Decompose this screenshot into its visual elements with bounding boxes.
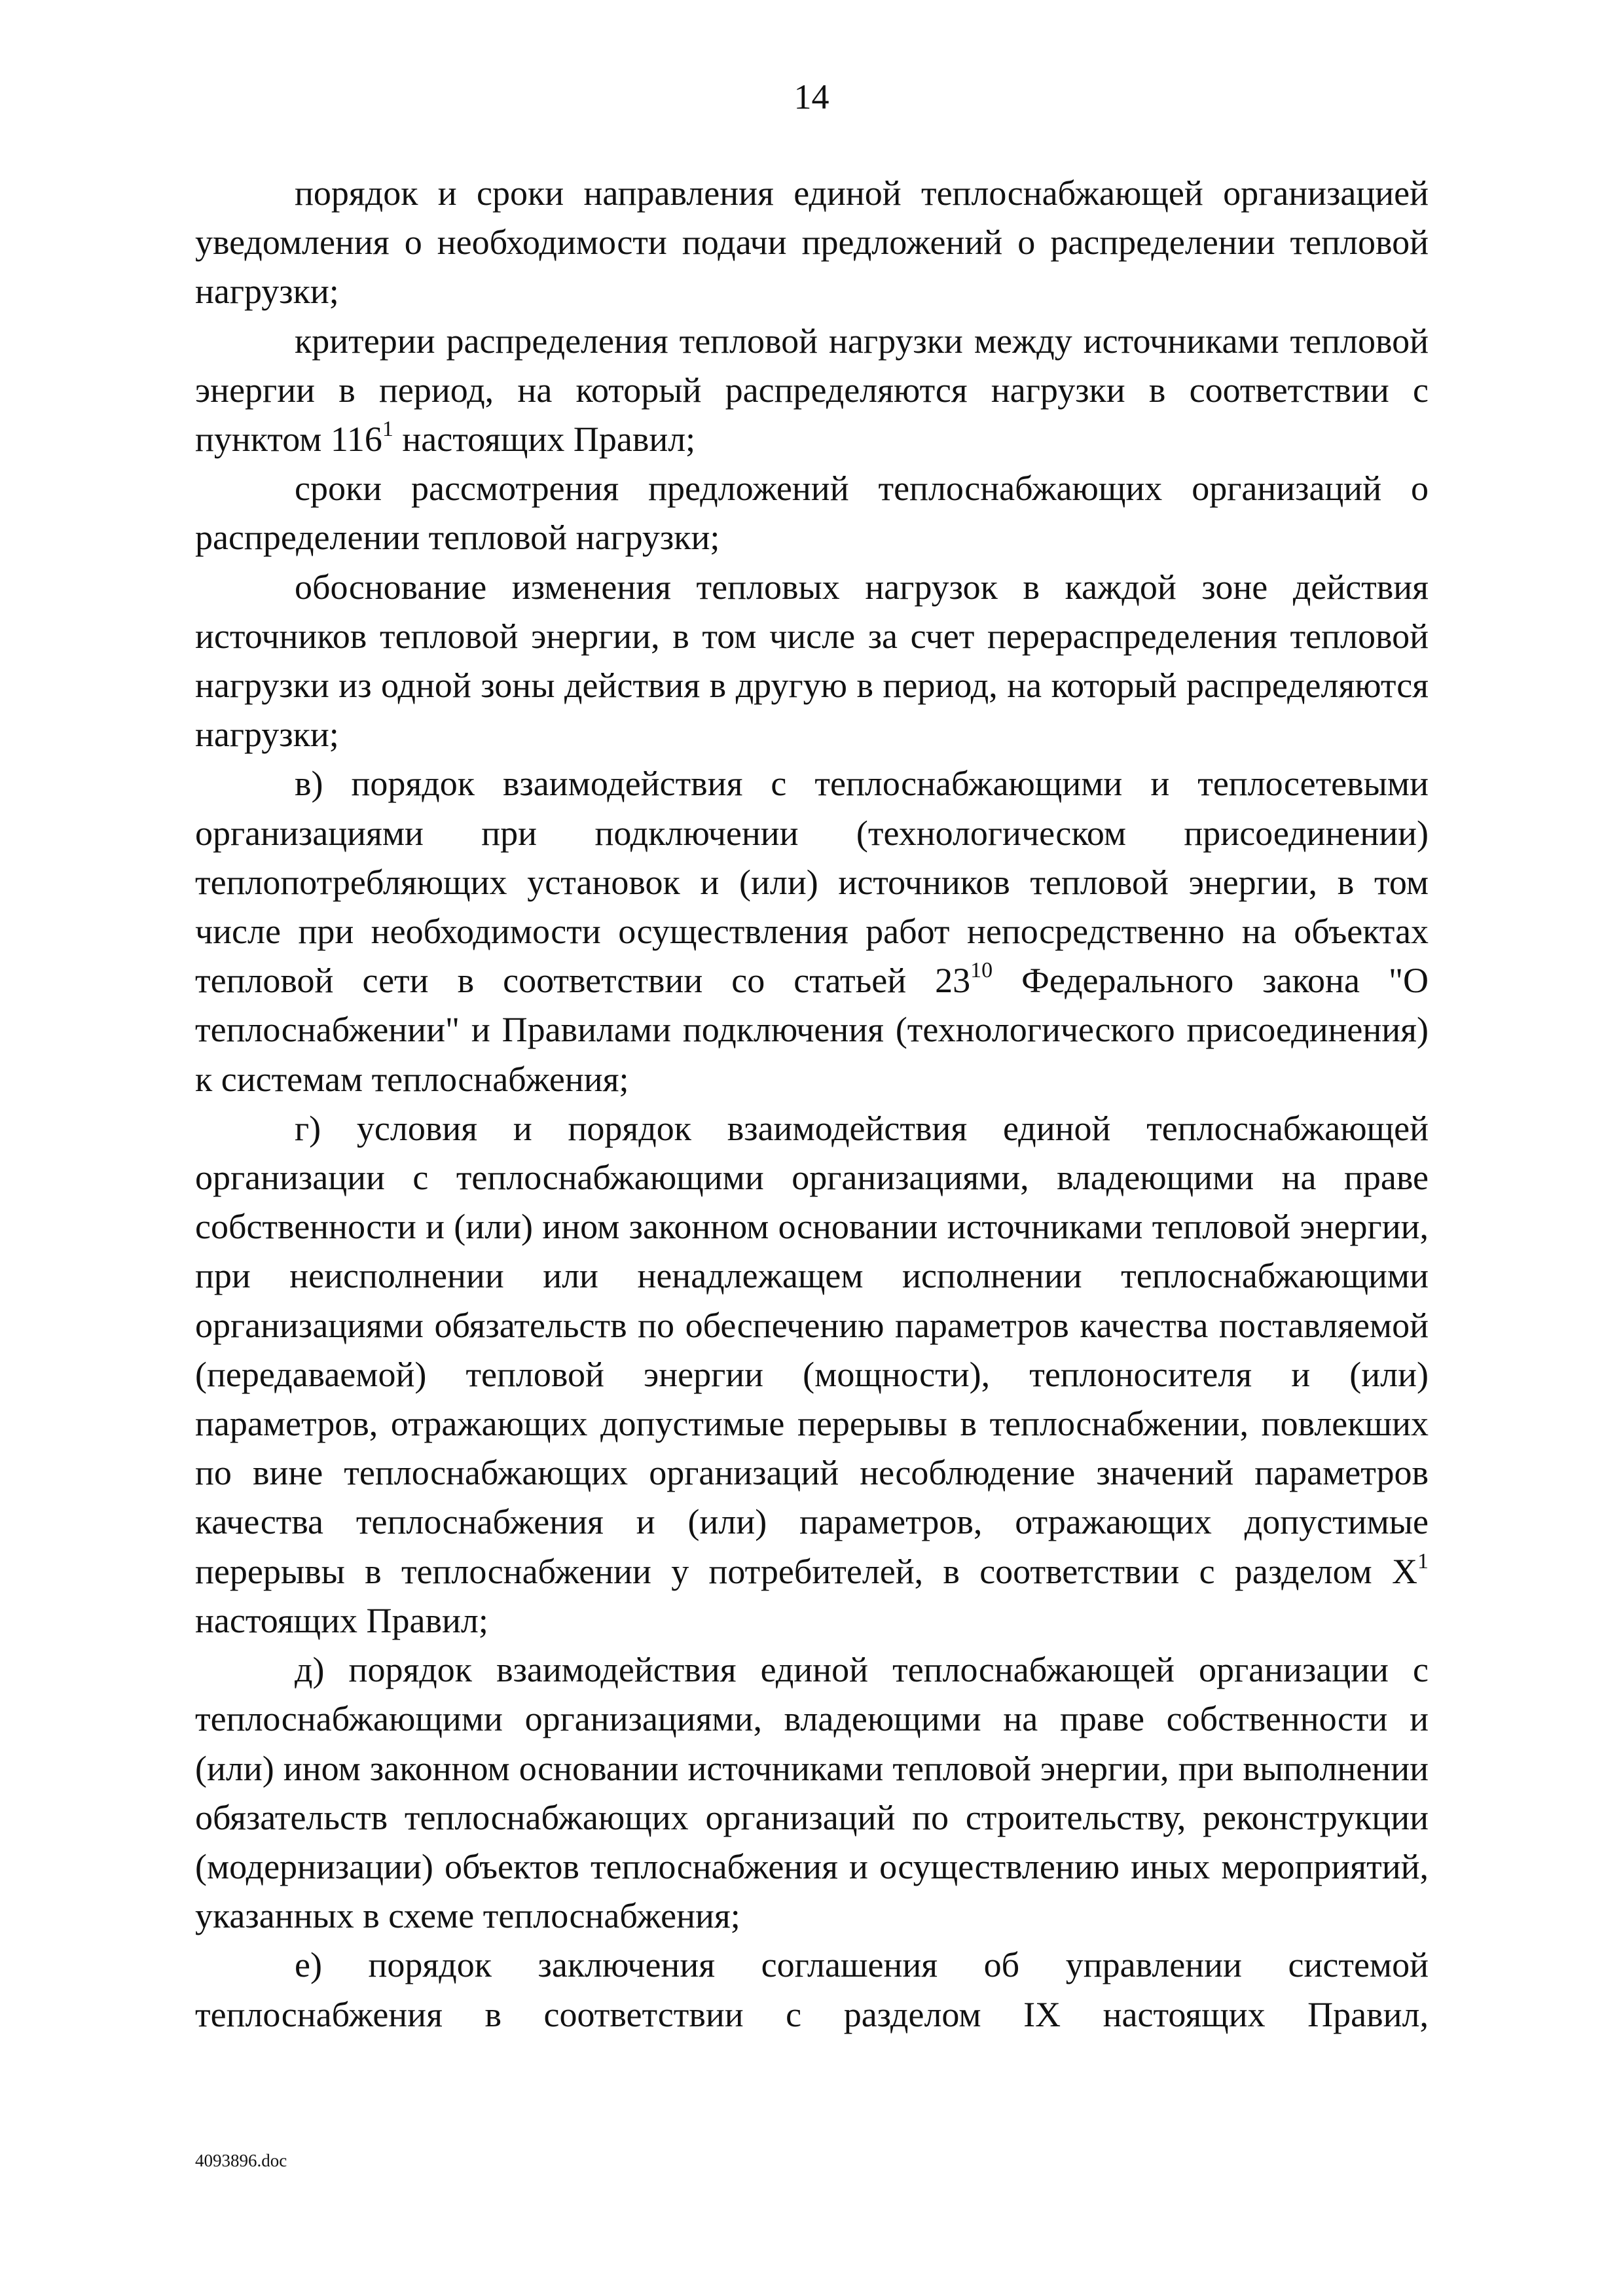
- paragraph: [195, 759, 1429, 1103]
- paragraph-text: сроки рассмотрения предложений теплоснабжающих организаций о распределении тепловой нагрузки;: [195, 469, 1429, 558]
- paragraph-text: критерии распределения тепловой нагрузки между источниками тепловой энергии в период, на который распределяются нагрузки в соответствии с пунктом 116: [195, 321, 1429, 459]
- paragraph: [195, 563, 1429, 760]
- superscript: 10: [970, 958, 993, 983]
- paragraph-text: в) порядок взаимодействия с теплоснабжающими и теплосетевыми организациями при подключении (технологическом присоединении) теплопотребляющих установок и (или) источников тепловой энергии, в том числе при необходимости осуществления работ непосредственно на объектах тепловой сети в соответствии со статьей 23: [195, 764, 1429, 1001]
- paragraph: [195, 1104, 1429, 1645]
- paragraph-text: е) порядок заключения соглашения об управлении системой теплоснабжения в соответствии с разделом IX настоящих Правил,: [195, 1945, 1429, 2034]
- superscript: 1: [1417, 1549, 1429, 1573]
- paragraph-text-continued: настоящих Правил;: [393, 420, 696, 459]
- paragraph: [195, 1645, 1429, 1941]
- paragraph: [195, 169, 1429, 317]
- paragraph-text: г) условия и порядок взаимодействия единой теплоснабжающей организации с теплоснабжающими организациями, владеющими на праве собственности и (или) ином законном основании источниками тепловой энергии, при неисполнении или ненадлежащем исполнении теплоснабжающими организациями обязательств по обеспечению параметров качества поставляемой (передаваемой) тепловой энергии (мощности), теплоносителя и (или) параметров, отражающих допустимые перерывы в теплоснабжении, повлекших по вине теплоснабжающих организаций несоблюдение значений параметров качества теплоснабжения и (или) параметров, отражающих допустимые перерывы в теплоснабжении у потребителей, в соответствии с разделом X: [195, 1108, 1429, 1591]
- paragraph-text: д) порядок взаимодействия единой теплоснабжающей организации с теплоснабжающими организациями, владеющими на праве собственности и (или) ином законном основании источниками тепловой энергии, при выполнении обязательств теплоснабжающих организаций по строительству, реконструкции (модернизации) объектов теплоснабжения и осуществлению иных мероприятий, указанных в схеме теплоснабжения;: [195, 1650, 1429, 1936]
- paragraph: [195, 317, 1429, 465]
- paragraph-text: обоснование изменения тепловых нагрузок в каждой зоне действия источников тепловой энергии, в том числе за счет перераспределения тепловой нагрузки из одной зоны действия в другую в период, на который распределяются нагрузки;: [195, 567, 1429, 755]
- document-body: [195, 169, 1429, 2039]
- paragraph-text-continued: Федерального закона "О теплоснабжении" и Правилами подключения (технологического присоединения) к системам теплоснабжения;: [195, 961, 1429, 1099]
- paragraph-text: порядок и сроки направления единой теплоснабжающей организацией уведомления о необходимости подачи предложений о распределении тепловой нагрузки;: [195, 173, 1429, 312]
- superscript: 1: [382, 417, 393, 442]
- paragraph-text-continued: настоящих Правил;: [195, 1600, 488, 1640]
- paragraph: [195, 464, 1429, 562]
- page-number: 14: [793, 77, 830, 117]
- paragraph: [195, 1941, 1429, 2039]
- footer-filename: 4093896.doc: [195, 2151, 287, 2170]
